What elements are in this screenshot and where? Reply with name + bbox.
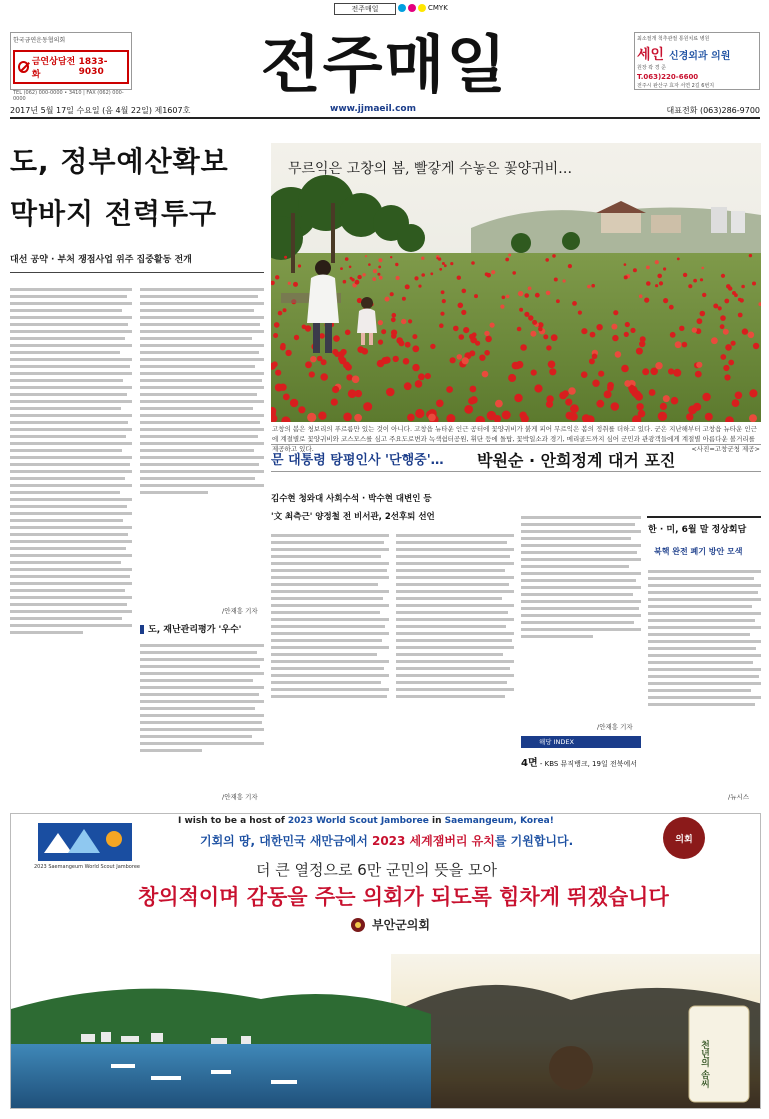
lead-body-col1 (10, 284, 132, 802)
council-emblem-icon: 의회 (663, 817, 705, 859)
issue-date: 2017년 5월 17일 수요일 (음 4월 22일) 제1607호 (10, 106, 191, 115)
lead-headline-line2[interactable]: 막바지 전력투구 (10, 197, 218, 230)
jamboree-logo-icon (38, 823, 132, 861)
yellow-dot-icon (418, 4, 426, 12)
poppy-field-photo[interactable] (271, 143, 761, 422)
right-ad-doctor: 원장 곽 경 준 (637, 65, 666, 71)
second-headline-bar[interactable] (271, 444, 761, 472)
second-headline-right: 박원순 · 안희정계 대거 포진 (477, 451, 676, 470)
no-smoking-icon (18, 61, 29, 73)
right-ad-address: 전주시 완산구 효자 서연 2길 6번지 (637, 83, 715, 89)
ad-english-line: I wish to be a host of 2023 World Scout Jamboree in Saemangeum, Korea! (178, 816, 554, 826)
ad-korean-slogan: 창의적이며 감동을 주는 의회가 되도록 힘차게 뛰겠습니다 (138, 885, 669, 909)
box-credit: /안재흥 기자 (222, 793, 258, 801)
rice-bag-label: 천년의 솜씨 (699, 1040, 709, 1089)
lead-credit: /안재흥 기자 (222, 607, 258, 615)
right-ad-brand-sub: 신경외과 의원 (668, 51, 731, 62)
magenta-dot-icon (408, 4, 416, 12)
masthead-title: 전주매일 (260, 28, 509, 101)
cmyk-label: CMYK (428, 4, 448, 12)
text-line (10, 288, 132, 291)
right-ad[interactable] (634, 32, 760, 90)
cyan-dot-icon (398, 4, 406, 12)
left-ad-phone: 1833-9030 (78, 57, 108, 77)
photo-image (271, 143, 761, 422)
side-headline[interactable]: 한 · 미, 6월 말 정상회담 (648, 525, 747, 535)
box-body (140, 640, 264, 802)
main-phone: 대표전화 (063)286-9700 (666, 106, 760, 115)
jamboree-logo-text: 2023 Saemangeum World Scout Jamboree (34, 864, 140, 870)
photo-caption: 고창의 봄은 청보리의 푸르름만 있는 것이 아니다. 고창읍 뉴타운 인근 공터에 꽃양귀비가 붉게 피어 무르익은 봄의 정취를 더하고 있다. 군은 지난해부터 고창읍 뉴타운 인근에 계절별로 꽃양귀비와 코스모스를 심고 주요도로변과 녹색쉼터공원, 휘단 등에 돌탑, 꽃박일소과 경기, 메리골드까지 심어 군민과 관광객들에게 계절별 아름다운 볼거리를 제공하고 있다. <사진=고창군청 제공> (272, 425, 760, 453)
council-seal-icon (350, 917, 366, 933)
side-subheadline: 북핵 완전 폐기 방안 모색 (654, 547, 743, 556)
second-credit: /안재흥 기자 (597, 723, 633, 731)
dateline (10, 105, 760, 119)
index-entry[interactable]: 4면 - KBS 뮤직뱅크, 19일 전북에서 (521, 758, 637, 769)
print-tag: 전주매일 (334, 3, 396, 15)
photo-title: 무르익은 고창의 봄, 빨갛게 수놓은 꽃양귀비… (288, 161, 573, 177)
left-ad-phone-box (13, 50, 129, 84)
side-body (648, 566, 761, 796)
left-ad-org: 한국금연운동협의회 (13, 37, 66, 44)
second-body-col3 (521, 512, 641, 722)
second-body-col1 (271, 530, 389, 802)
index-bar: 해당 INDEX (521, 736, 641, 748)
site-url[interactable]: www.jjmaeil.com (330, 104, 416, 114)
second-body-col2 (396, 530, 514, 802)
left-ad[interactable] (10, 32, 132, 102)
cmyk-marks (398, 4, 448, 12)
side-divider (647, 516, 761, 518)
print-strip (0, 0, 769, 20)
left-ad-label: 금연상담전화 (31, 57, 76, 80)
lead-headline-line1[interactable]: 도, 정부예산확보 (10, 145, 229, 178)
photo-credit: <사진=고창군청 제공> (691, 445, 760, 453)
second-subheadline1: 김수현 청와대 사회수석 · 박수현 대변인 등 (271, 494, 432, 504)
left-ad-foot: TEL (062) 000-0000 • 3410 | FAX (062) 000-0000 (13, 90, 124, 102)
second-headline-left: 문 대통령 탕평인사 '단행중'… (271, 453, 444, 468)
right-ad-top: 최소절개 척추관절 통원치료 병원 (637, 36, 710, 42)
lead-body-col2 (140, 284, 264, 614)
box-headline[interactable]: 도, 재난관리평가 '우수' (140, 622, 241, 635)
side-credit: /뉴시스 (728, 793, 750, 801)
second-subheadline2: '文 최측근' 양정철 전 비서관, 2선후퇴 선언 (271, 512, 435, 522)
ad-council-name: 부안군의회 (350, 916, 430, 933)
lead-subheadline: 대선 공약 · 부처 쟁점사업 위주 집중활동 전개 (10, 255, 192, 265)
right-ad-phone: T.063)220-6600 (637, 73, 699, 81)
right-ad-brand: 세인 신경외과 의원 (637, 47, 731, 63)
lead-divider (10, 272, 264, 273)
ad-korean-line2: 더 큰 열정으로 6만 군민의 뜻을 모아 (256, 861, 498, 879)
ad-korean-line1: 기회의 땅, 대한민국 새만금에서 2023 세계잼버리 유치를 기원합니다. (200, 834, 574, 848)
